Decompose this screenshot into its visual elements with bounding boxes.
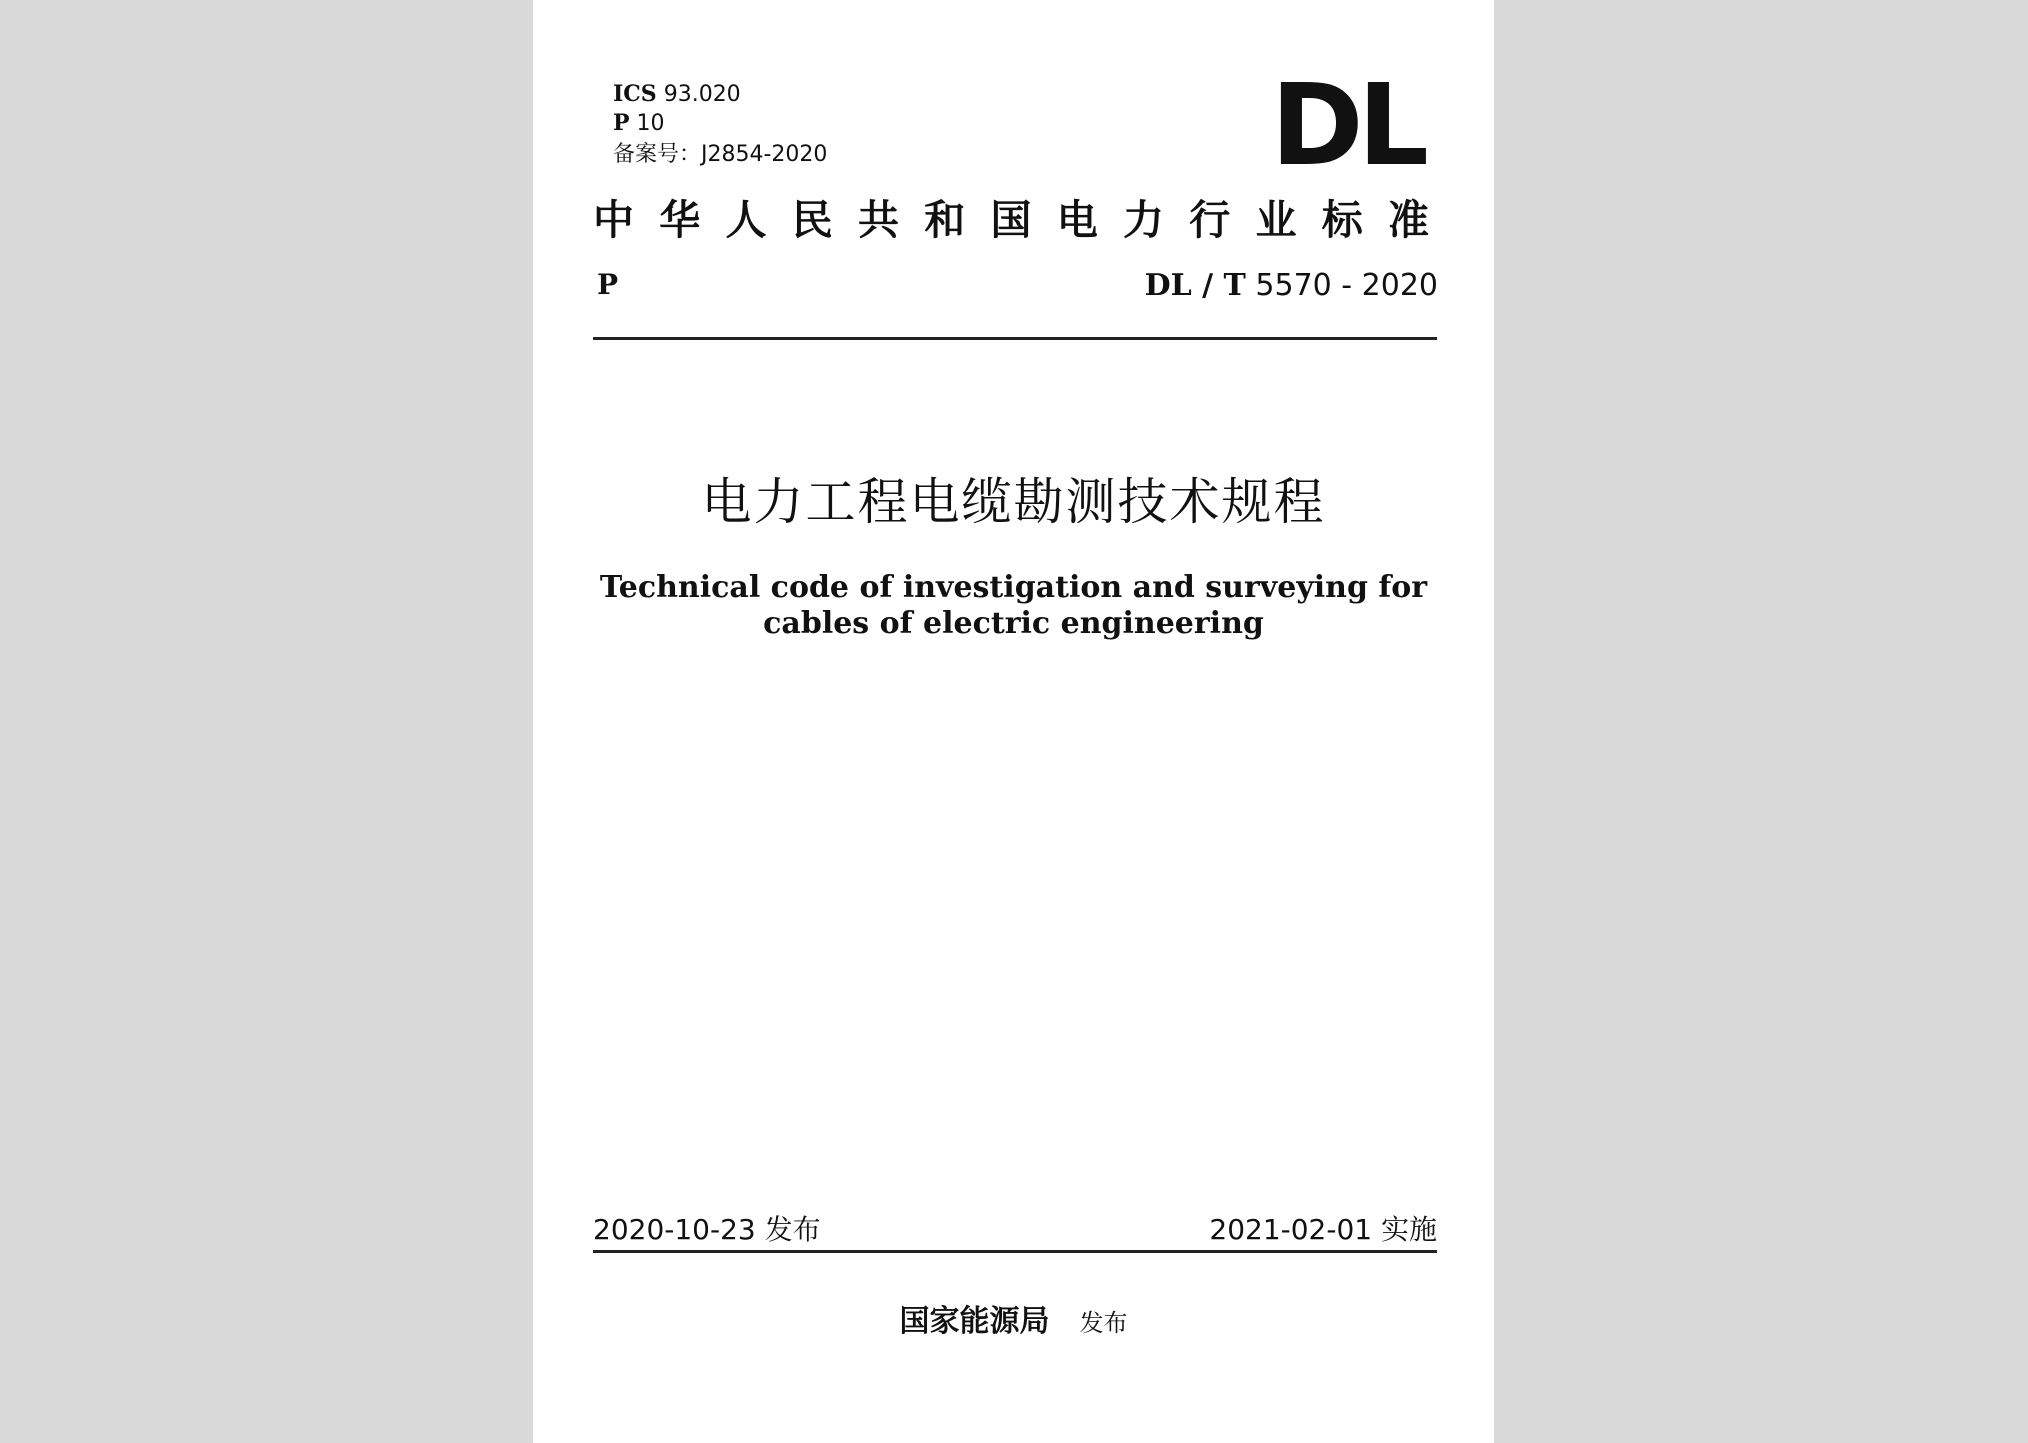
title-english-line-1: Technical code of investigation and surveying for [599, 570, 1428, 605]
filing-label: 备案号： [613, 142, 702, 167]
issue-date: 2020-10-23 发布 [593, 1213, 821, 1246]
document-cover [533, 0, 1494, 1443]
dl-logo: DL [1270, 61, 1423, 191]
standard-number-value: 5570 - 2020 [1255, 268, 1438, 303]
ics-value: 93.020 [663, 82, 741, 107]
bottom-divider [593, 1250, 1437, 1253]
standard-prefix: DL / T [1144, 268, 1246, 303]
ics-label: ICS [613, 81, 657, 107]
filing-value: J2854-2020 [701, 142, 828, 167]
top-divider [593, 337, 1437, 340]
title-english [533, 570, 1494, 642]
issuer-organization: 国家能源局 [899, 1304, 1050, 1339]
category-code: P [597, 268, 619, 301]
class-line [613, 109, 665, 138]
standard-title: 中华人民共和国电力行业标准 [593, 196, 1433, 244]
title-chinese: 电力工程电缆勘测技术规程 [701, 473, 1326, 531]
effective-date: 2021-02-01 实施 [1209, 1213, 1437, 1246]
standard-number [1145, 268, 1438, 303]
issuer-line [533, 1296, 1494, 1340]
issuer-action: 发布 [1079, 1309, 1128, 1337]
ics-line [613, 80, 741, 109]
title-english-line-2: cables of electric engineering [763, 606, 1264, 641]
class-label: P [613, 110, 630, 136]
class-value: 10 [636, 111, 665, 136]
filing-line [613, 141, 827, 169]
